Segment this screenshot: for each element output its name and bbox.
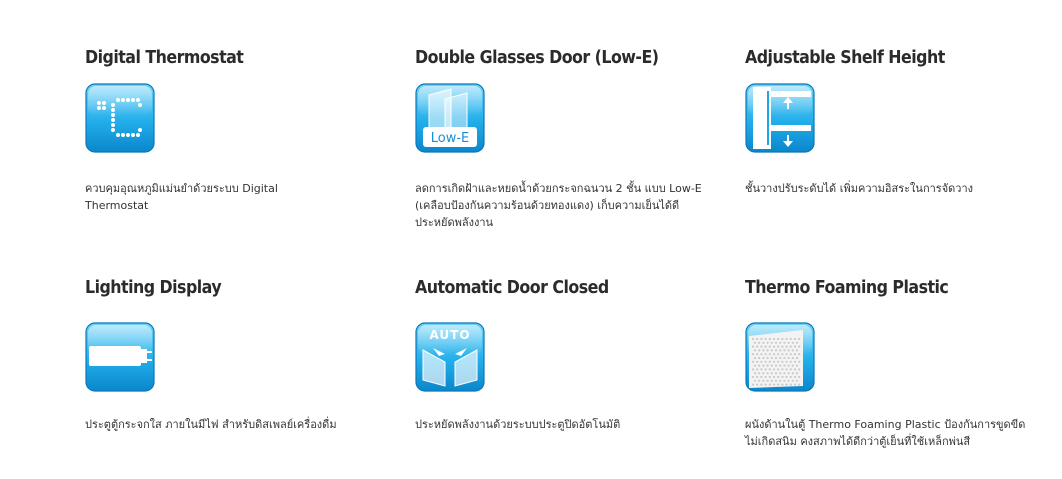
auto-label: AUTO <box>429 328 471 342</box>
feature-automatic-door <box>415 276 715 431</box>
low-e-glass-door-icon <box>415 83 485 153</box>
feature-title: Automatic Door Closed <box>415 277 609 298</box>
thermo-foam-icon <box>745 322 815 392</box>
adjustable-shelf-icon <box>745 83 815 153</box>
feature-lighting-display <box>85 276 385 431</box>
feature-digital-thermostat <box>85 46 385 212</box>
auto-door-icon <box>415 322 485 392</box>
feature-title: Double Glasses Door (Low-E) <box>415 47 659 68</box>
feature-description: ผนังด้านในตู้ Thermo Foaming Plastic ป้องกันการขูดขีด ไม่เกิดสนิม คงสภาพได้ดีกว่าตู้เย็นที่ใช้เหล็กพ่นสี <box>745 418 1026 448</box>
feature-description: ประตูตู้กระจกใส ภายในมีไฟ สำหรับดิสเพลย์เครื่องดื่ม <box>85 418 337 431</box>
low-e-label: Low-E <box>430 131 470 146</box>
feature-description: ควบคุมอุณหภูมิแม่นยำด้วยระบบ Digital Thermostat <box>85 182 278 212</box>
digital-thermostat-icon <box>85 83 155 153</box>
feature-description: ลดการเกิดฝ้าและหยดน้ำด้วยกระจกฉนวน 2 ชั้น แบบ Low-E (เคลือบป้องกันความร้อนด้วยทองแดง) เก็บความเย็นได้ดี ประหยัดพลังงาน <box>415 182 702 229</box>
feature-title: Lighting Display <box>85 277 222 298</box>
feature-title: Adjustable Shelf Height <box>745 47 945 68</box>
feature-title: Digital Thermostat <box>85 47 244 68</box>
feature-double-glasses-door <box>415 46 715 229</box>
lighting-tube-icon <box>85 322 155 392</box>
feature-description: ชั้นวางปรับระดับได้ เพิ่มความอิสระในการจัดวาง <box>745 182 974 195</box>
feature-thermo-foaming-plastic <box>745 276 1045 448</box>
feature-adjustable-shelf <box>745 46 1045 195</box>
feature-title: Thermo Foaming Plastic <box>745 277 949 298</box>
feature-description: ประหยัดพลังงานด้วยระบบประตูปิดอัตโนมัติ <box>415 418 621 431</box>
